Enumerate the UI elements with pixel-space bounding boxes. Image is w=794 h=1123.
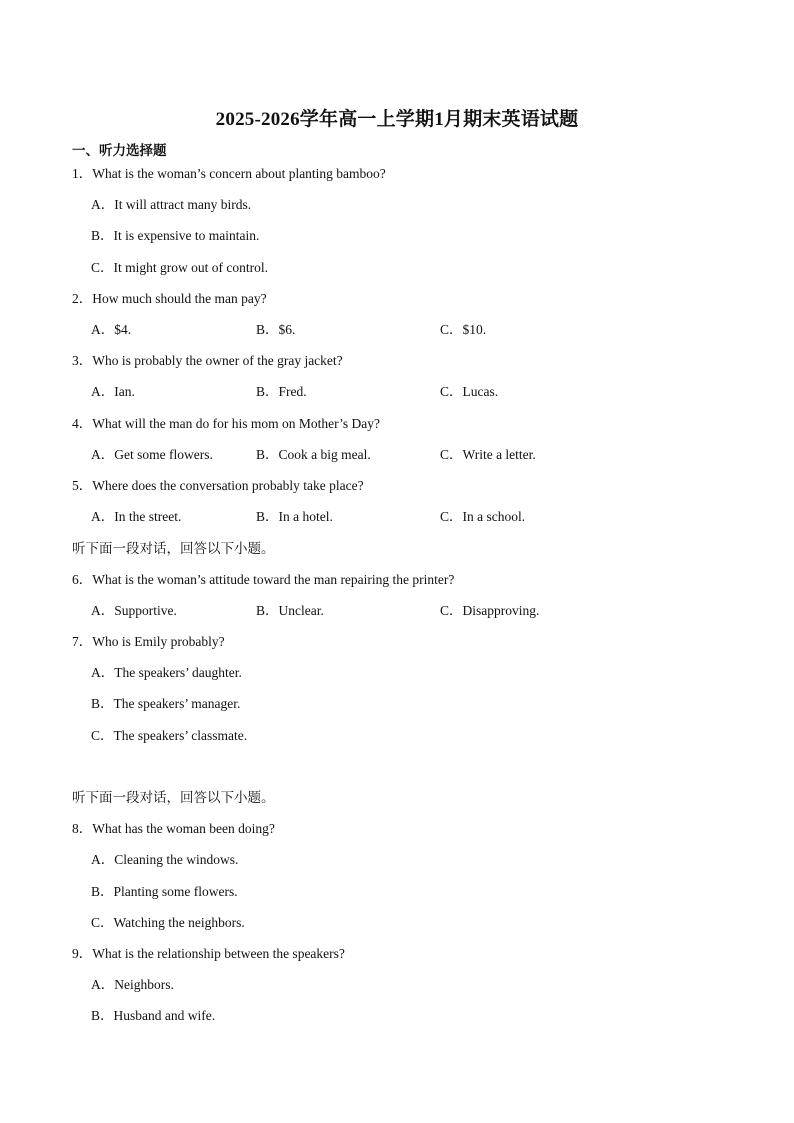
option-c: C．Disapproving. xyxy=(440,603,540,618)
question-text: 8．What has the woman been doing? xyxy=(72,821,275,836)
option-a: A．$4. xyxy=(91,322,132,337)
option-a: A．Neighbors. xyxy=(91,977,174,992)
option-a: A．Cleaning the windows. xyxy=(91,852,239,867)
option-b: B．Husband and wife. xyxy=(91,1008,216,1023)
question-text: 7．Who is Emily probably? xyxy=(72,634,225,649)
question-text: 4．What will the man do for his mom on Mother’s Day? xyxy=(72,416,380,431)
option-a: A．Supportive. xyxy=(91,603,177,618)
question-text: 6．What is the woman’s attitude toward the man repairing the printer? xyxy=(72,572,455,587)
option-c: C．$10. xyxy=(440,322,487,337)
option-b: B．In a hotel. xyxy=(256,509,333,524)
option-b: B．Cook a big meal. xyxy=(256,447,371,462)
option-c: C．Write a letter. xyxy=(440,447,536,462)
listening-instruction: 听下面一段对话，回答以下小题。 xyxy=(72,541,275,556)
question-text: 9．What is the relationship between the speakers? xyxy=(72,946,345,961)
option-a: A．Ian. xyxy=(91,384,135,399)
option-c: C．Watching the neighbors. xyxy=(91,915,245,930)
page-title: 2025-2026学年高一上学期1月期末英语试题 xyxy=(215,109,579,130)
option-c: C．It might grow out of control. xyxy=(91,260,268,275)
option-a: A．It will attract many birds. xyxy=(91,197,252,212)
option-b: B．The speakers’ manager. xyxy=(91,696,241,711)
option-b: B．$6. xyxy=(256,322,296,337)
question-text: 2．How much should the man pay? xyxy=(72,291,267,306)
option-b: B．Fred. xyxy=(256,384,307,399)
question-text: 1．What is the woman’s concern about planting bamboo? xyxy=(72,166,386,181)
option-b: B．Planting some flowers. xyxy=(91,884,238,899)
option-b: B．Unclear. xyxy=(256,603,324,618)
option-a: A．The speakers’ daughter. xyxy=(91,665,242,680)
listening-instruction: 听下面一段对话，回答以下小题。 xyxy=(72,790,275,805)
option-b: B．It is expensive to maintain. xyxy=(91,228,260,243)
option-a: A．Get some flowers. xyxy=(91,447,213,462)
section-heading: 一、听力选择题 xyxy=(72,143,167,158)
question-text: 3．Who is probably the owner of the gray jacket? xyxy=(72,353,343,368)
option-a: A．In the street. xyxy=(91,509,182,524)
question-text: 5．Where does the conversation probably take place? xyxy=(72,478,364,493)
option-c: C．The speakers’ classmate. xyxy=(91,728,248,743)
option-c: C．In a school. xyxy=(440,509,526,524)
option-c: C．Lucas. xyxy=(440,384,499,399)
